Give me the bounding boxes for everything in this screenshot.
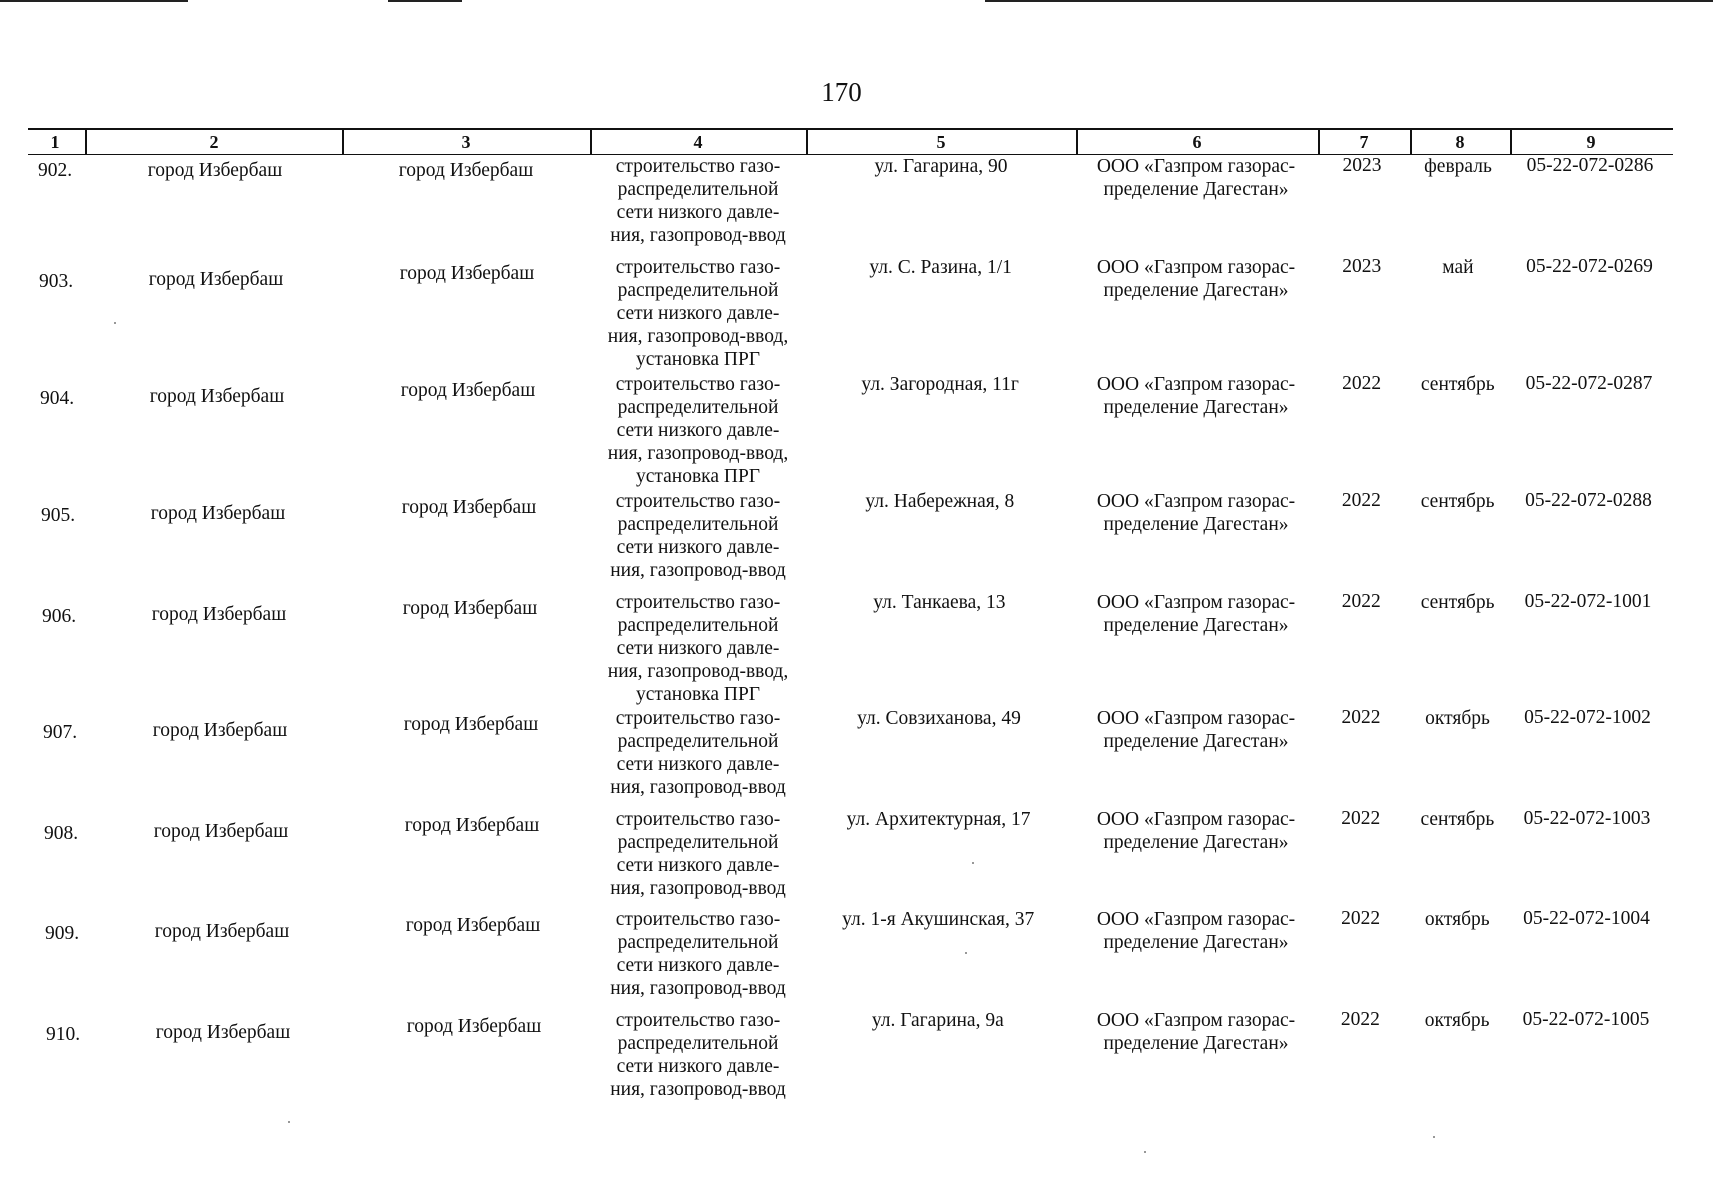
work-description-line: сети низкого давле- [616, 420, 780, 441]
row-number: 904. [40, 388, 75, 409]
month-cell: сентябрь [1420, 374, 1495, 395]
district-cell: город Избербаш [149, 386, 285, 407]
district-cell: город Избербаш [154, 921, 290, 942]
row-number: 907. [43, 722, 78, 743]
district-cell: город Избербаш [150, 503, 286, 524]
work-description-line: ния, газопровод-ввод [610, 225, 786, 246]
project-code-cell: 05-22-072-0286 [1526, 155, 1654, 176]
address-cell: ул. Загородная, 11г [861, 374, 1019, 395]
work-description-line: установка ПРГ [635, 684, 761, 705]
row-number: 906. [42, 606, 77, 627]
work-description-line: сети низкого давле- [616, 1056, 780, 1077]
organization-line: ООО «Газпром газорас- [1096, 156, 1296, 177]
column-number-6: 6 [1192, 132, 1202, 152]
work-description-line: строительство газо- [615, 909, 781, 930]
work-description-line: строительство газо- [615, 257, 781, 278]
work-description-line: распределительной [617, 514, 779, 535]
column-divider [85, 130, 87, 154]
month-cell: февраль [1424, 156, 1492, 177]
organization-line: пределение Дагестан» [1103, 514, 1289, 535]
work-description-line: сети низкого давле- [616, 537, 780, 558]
scan-speck [1144, 1151, 1146, 1153]
month-cell: октябрь [1424, 909, 1490, 930]
row-number: 905. [41, 505, 76, 526]
work-description-line: строительство газо- [615, 708, 781, 729]
organization-line: пределение Дагестан» [1103, 932, 1289, 953]
project-code-cell: 05-22-072-1005 [1522, 1009, 1650, 1030]
work-description-line: распределительной [617, 179, 779, 200]
settlement-cell: город Избербаш [399, 263, 535, 284]
column-divider [1410, 130, 1412, 154]
work-description-line: сети низкого давле- [616, 955, 780, 976]
work-description-line: ния, газопровод-ввод [610, 878, 786, 899]
work-description-line: сети низкого давле- [616, 202, 780, 223]
organization-line: пределение Дагестан» [1103, 615, 1289, 636]
scan-edge-line [388, 0, 462, 2]
settlement-cell: город Избербаш [401, 497, 537, 518]
year-cell: 2022 [1341, 707, 1381, 728]
work-description-line: распределительной [617, 731, 779, 752]
work-description-line: ния, газопровод-ввод [610, 777, 786, 798]
address-cell: ул. С. Разина, 1/1 [869, 257, 1012, 278]
year-cell: 2022 [1340, 1009, 1380, 1030]
organization-line: пределение Дагестан» [1103, 1033, 1289, 1054]
work-description-line: сети низкого давле- [616, 303, 780, 324]
settlement-cell: город Избербаш [400, 380, 536, 401]
work-description-line: распределительной [617, 615, 779, 636]
settlement-cell: город Избербаш [404, 815, 540, 836]
scan-edge-line [0, 0, 188, 2]
organization-line: пределение Дагестан» [1103, 280, 1289, 301]
month-cell: октябрь [1425, 708, 1490, 729]
district-cell: город Избербаш [148, 269, 284, 290]
column-divider [1076, 130, 1078, 154]
column-number-4: 4 [693, 132, 703, 152]
address-cell: ул. Набережная, 8 [865, 491, 1015, 512]
address-cell: ул. Гагарина, 90 [874, 156, 1008, 177]
project-code-cell: 05-22-072-1003 [1523, 808, 1651, 829]
address-cell: ул. Архитектурная, 17 [846, 809, 1031, 830]
project-code-cell: 05-22-072-1004 [1523, 908, 1650, 929]
work-description-line: строительство газо- [615, 592, 781, 613]
scan-speck [1433, 1136, 1435, 1138]
work-description-line: распределительной [617, 397, 779, 418]
year-cell: 2023 [1342, 155, 1382, 176]
month-cell: сентябрь [1420, 592, 1495, 613]
project-code-cell: 05-22-072-1001 [1524, 591, 1652, 612]
organization-line: ООО «Газпром газорас- [1096, 374, 1296, 395]
project-code-cell: 05-22-072-0269 [1526, 256, 1653, 277]
address-cell: ул. Совзиханова, 49 [857, 708, 1021, 729]
settlement-cell: город Избербаш [406, 1016, 542, 1037]
project-code-cell: 05-22-072-0288 [1525, 490, 1652, 511]
table-header [28, 128, 1673, 155]
work-description-line: ния, газопровод-ввод, [607, 661, 789, 682]
column-divider [806, 130, 808, 154]
column-divider [1318, 130, 1320, 154]
project-code-cell: 05-22-072-0287 [1525, 373, 1653, 394]
work-description-line: ния, газопровод-ввод, [607, 443, 789, 464]
year-cell: 2022 [1342, 373, 1382, 394]
scan-edge-line [985, 0, 1713, 2]
work-description-line: ния, газопровод-ввод [610, 560, 786, 581]
column-number-1: 1 [50, 132, 60, 152]
month-cell: октябрь [1424, 1010, 1490, 1031]
address-cell: ул. Танкаева, 13 [873, 592, 1006, 613]
page-number: 170 [821, 77, 862, 107]
year-cell: 2022 [1341, 591, 1381, 612]
work-description-line: строительство газо- [615, 156, 781, 177]
column-divider [342, 130, 344, 154]
work-description-line: ния, газопровод-ввод [610, 1079, 786, 1100]
scan-speck [114, 322, 116, 324]
column-number-9: 9 [1586, 132, 1596, 152]
organization-line: пределение Дагестан» [1103, 179, 1289, 200]
scan-speck [288, 1121, 290, 1123]
work-description-line: строительство газо- [615, 1010, 781, 1031]
scan-speck [972, 862, 974, 864]
organization-line: пределение Дагестан» [1103, 731, 1289, 752]
organization-line: ООО «Газпром газорас- [1096, 708, 1296, 729]
work-description-line: строительство газо- [615, 374, 781, 395]
column-divider [1510, 130, 1512, 154]
column-number-7: 7 [1359, 132, 1369, 152]
year-cell: 2022 [1341, 908, 1381, 929]
organization-line: ООО «Газпром газорас- [1096, 1010, 1296, 1031]
column-divider [590, 130, 592, 154]
row-number: 909. [45, 923, 80, 944]
organization-line: ООО «Газпром газорас- [1096, 592, 1296, 613]
work-description-line: распределительной [617, 280, 779, 301]
year-cell: 2023 [1342, 256, 1382, 277]
work-description-line: строительство газо- [615, 491, 781, 512]
row-number: 902. [38, 160, 73, 181]
work-description-line: ния, газопровод-ввод [610, 978, 786, 999]
work-description-line: сети низкого давле- [616, 855, 780, 876]
organization-line: ООО «Газпром газорас- [1096, 909, 1296, 930]
settlement-cell: город Избербаш [398, 160, 534, 181]
column-number-2: 2 [209, 132, 219, 152]
work-description-line: строительство газо- [615, 809, 781, 830]
work-description-line: установка ПРГ [635, 349, 761, 370]
year-cell: 2022 [1341, 490, 1381, 511]
work-description-line: сети низкого давле- [616, 638, 780, 659]
year-cell: 2022 [1341, 808, 1381, 829]
district-cell: город Избербаш [155, 1022, 291, 1043]
row-number: 908. [44, 823, 79, 844]
work-description-line: распределительной [617, 832, 779, 853]
settlement-cell: город Избербаш [402, 598, 538, 619]
settlement-cell: город Избербаш [405, 915, 541, 936]
district-cell: город Избербаш [147, 160, 283, 181]
work-description-line: сети низкого давле- [616, 754, 780, 775]
month-cell: май [1442, 257, 1474, 278]
district-cell: город Избербаш [153, 821, 289, 842]
work-description-line: ния, газопровод-ввод, [607, 326, 789, 347]
column-number-8: 8 [1455, 132, 1465, 152]
work-description-line: распределительной [617, 932, 779, 953]
settlement-cell: город Избербаш [403, 714, 539, 735]
row-number: 903. [39, 271, 74, 292]
organization-line: ООО «Газпром газорас- [1096, 809, 1296, 830]
address-cell: ул. 1-я Акушинская, 37 [842, 909, 1035, 930]
month-cell: сентябрь [1420, 491, 1495, 512]
project-code-cell: 05-22-072-1002 [1524, 707, 1651, 728]
district-cell: город Избербаш [152, 720, 288, 741]
scan-speck [965, 952, 967, 954]
organization-line: пределение Дагестан» [1103, 832, 1289, 853]
district-cell: город Избербаш [151, 604, 287, 625]
row-number: 910. [46, 1024, 81, 1045]
column-number-5: 5 [936, 132, 946, 152]
organization-line: пределение Дагестан» [1103, 397, 1289, 418]
organization-line: ООО «Газпром газорас- [1096, 257, 1296, 278]
month-cell: сентябрь [1420, 809, 1495, 830]
organization-line: ООО «Газпром газорас- [1096, 491, 1296, 512]
column-number-3: 3 [461, 132, 471, 152]
address-cell: ул. Гагарина, 9а [871, 1010, 1004, 1031]
work-description-line: установка ПРГ [635, 466, 761, 487]
work-description-line: распределительной [617, 1033, 779, 1054]
